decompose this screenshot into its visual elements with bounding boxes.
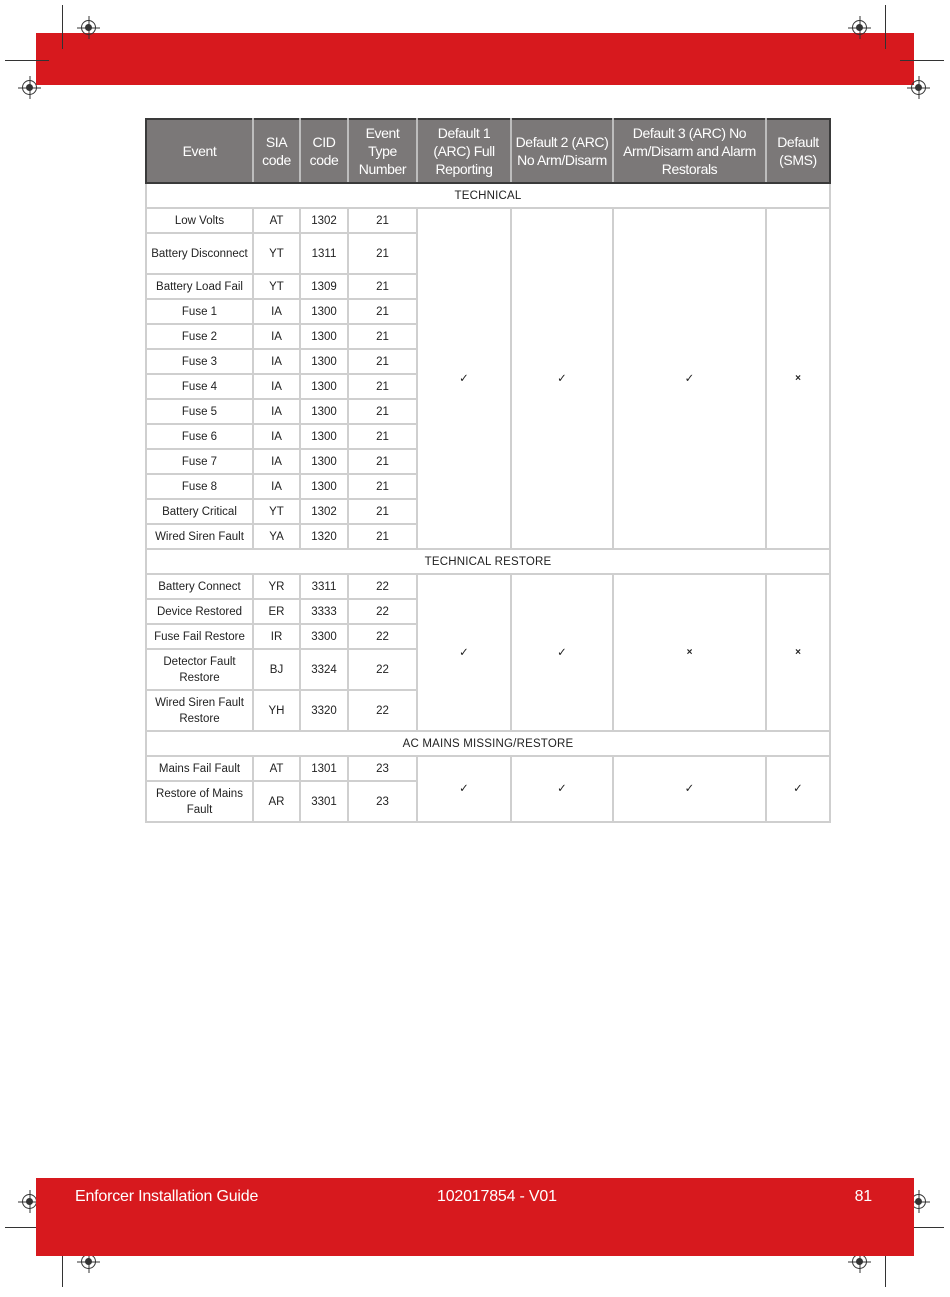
- cid-cell: 1300: [300, 474, 348, 499]
- cid-cell: 3311: [300, 574, 348, 599]
- default-sms-mark: ✓: [766, 756, 830, 822]
- header-default-2: Default 2 (ARC) No Arm/Disarm: [511, 119, 613, 183]
- registration-mark-icon: [81, 20, 96, 35]
- sia-cell: IA: [253, 324, 300, 349]
- sia-cell: YH: [253, 690, 300, 731]
- default-1-mark: ✓: [417, 756, 511, 822]
- event-cell: Detector Fault Restore: [146, 649, 253, 690]
- type-cell: 22: [348, 599, 417, 624]
- event-code-table: [145, 118, 831, 823]
- registration-mark-icon: [852, 1254, 867, 1269]
- type-cell: 21: [348, 449, 417, 474]
- type-cell: 21: [348, 424, 417, 449]
- default-1-mark: ✓: [417, 208, 511, 549]
- cid-cell: 1302: [300, 208, 348, 233]
- header-event: Event: [146, 119, 253, 183]
- header-cid-code: CID code: [300, 119, 348, 183]
- cid-cell: 1300: [300, 399, 348, 424]
- cid-cell: 1300: [300, 449, 348, 474]
- cid-cell: 3301: [300, 781, 348, 822]
- default-3-mark: ×: [613, 574, 766, 731]
- table-row: [146, 208, 830, 233]
- cid-cell: 1300: [300, 374, 348, 399]
- type-cell: 23: [348, 781, 417, 822]
- registration-mark-icon: [911, 80, 926, 95]
- sia-cell: YT: [253, 233, 300, 274]
- sia-cell: YT: [253, 499, 300, 524]
- cid-cell: 3333: [300, 599, 348, 624]
- event-cell: Fuse 5: [146, 399, 253, 424]
- header-event-type-number: Event Type Number: [348, 119, 417, 183]
- type-cell: 21: [348, 349, 417, 374]
- default-sms-mark: ×: [766, 574, 830, 731]
- sia-cell: ER: [253, 599, 300, 624]
- event-cell: Fuse 8: [146, 474, 253, 499]
- event-cell: Device Restored: [146, 599, 253, 624]
- sia-cell: YA: [253, 524, 300, 549]
- event-cell: Fuse 6: [146, 424, 253, 449]
- default-3-mark: ✓: [613, 208, 766, 549]
- type-cell: 21: [348, 474, 417, 499]
- type-cell: 22: [348, 690, 417, 731]
- cid-cell: 1300: [300, 349, 348, 374]
- default-sms-mark: ×: [766, 208, 830, 549]
- default-2-mark: ✓: [511, 756, 613, 822]
- event-cell: Mains Fail Fault: [146, 756, 253, 781]
- sia-cell: AT: [253, 208, 300, 233]
- event-cell: Restore of Mains Fault: [146, 781, 253, 822]
- sia-cell: IA: [253, 424, 300, 449]
- cid-cell: 1309: [300, 274, 348, 299]
- cid-cell: 1311: [300, 233, 348, 274]
- cid-cell: 1300: [300, 424, 348, 449]
- type-cell: 21: [348, 374, 417, 399]
- registration-mark-icon: [852, 20, 867, 35]
- default-2-mark: ✓: [511, 208, 613, 549]
- type-cell: 21: [348, 324, 417, 349]
- event-cell: Wired Siren Fault Restore: [146, 690, 253, 731]
- type-cell: 21: [348, 499, 417, 524]
- cid-cell: 1320: [300, 524, 348, 549]
- crop-mark: [900, 60, 944, 61]
- sia-cell: YT: [253, 274, 300, 299]
- cid-cell: 1301: [300, 756, 348, 781]
- sia-cell: IA: [253, 349, 300, 374]
- event-cell: Wired Siren Fault: [146, 524, 253, 549]
- crop-mark: [885, 5, 886, 49]
- sia-cell: IA: [253, 299, 300, 324]
- crop-mark: [5, 60, 49, 61]
- registration-mark-icon: [81, 1254, 96, 1269]
- footer-document-code: 102017854 - V01: [437, 1188, 557, 1205]
- section-title: TECHNICAL: [146, 183, 830, 208]
- sia-cell: YR: [253, 574, 300, 599]
- default-2-mark: ✓: [511, 574, 613, 731]
- table-row: [146, 756, 830, 781]
- event-cell: Battery Load Fail: [146, 274, 253, 299]
- event-cell: Low Volts: [146, 208, 253, 233]
- registration-mark-icon: [22, 1194, 37, 1209]
- footer-title: Enforcer Installation Guide: [75, 1188, 259, 1205]
- event-cell: Fuse Fail Restore: [146, 624, 253, 649]
- section-title: AC MAINS MISSING/RESTORE: [146, 731, 830, 756]
- page-number: 81: [854, 1188, 872, 1205]
- cid-cell: 3300: [300, 624, 348, 649]
- type-cell: 23: [348, 756, 417, 781]
- cid-cell: 1300: [300, 299, 348, 324]
- crop-mark: [62, 5, 63, 49]
- type-cell: 21: [348, 233, 417, 274]
- header-default-1: Default 1 (ARC) Full Reporting: [417, 119, 511, 183]
- type-cell: 22: [348, 624, 417, 649]
- type-cell: 22: [348, 574, 417, 599]
- sia-cell: IA: [253, 449, 300, 474]
- event-cell: Fuse 1: [146, 299, 253, 324]
- event-cell: Fuse 3: [146, 349, 253, 374]
- event-cell: Fuse 7: [146, 449, 253, 474]
- section-title: TECHNICAL RESTORE: [146, 549, 830, 574]
- registration-mark-icon: [22, 80, 37, 95]
- event-cell: Fuse 2: [146, 324, 253, 349]
- event-cell: Battery Critical: [146, 499, 253, 524]
- cid-cell: 1300: [300, 324, 348, 349]
- sia-cell: IA: [253, 474, 300, 499]
- table-row: [146, 574, 830, 599]
- table-header-row: [146, 119, 830, 183]
- sia-cell: IA: [253, 374, 300, 399]
- default-3-mark: ✓: [613, 756, 766, 822]
- type-cell: 21: [348, 524, 417, 549]
- sia-cell: IR: [253, 624, 300, 649]
- sia-cell: AT: [253, 756, 300, 781]
- cid-cell: 3324: [300, 649, 348, 690]
- cid-cell: 3320: [300, 690, 348, 731]
- default-1-mark: ✓: [417, 574, 511, 731]
- header-band: [36, 33, 914, 85]
- event-cell: Battery Connect: [146, 574, 253, 599]
- type-cell: 21: [348, 274, 417, 299]
- event-cell: Fuse 4: [146, 374, 253, 399]
- cid-cell: 1302: [300, 499, 348, 524]
- header-default-3: Default 3 (ARC) No Arm/Disarm and Alarm Restorals: [613, 119, 766, 183]
- header-sia-code: SIA code: [253, 119, 300, 183]
- type-cell: 21: [348, 399, 417, 424]
- type-cell: 21: [348, 299, 417, 324]
- header-default-sms: Default (SMS): [766, 119, 830, 183]
- type-cell: 22: [348, 649, 417, 690]
- event-cell: Battery Disconnect: [146, 233, 253, 274]
- sia-cell: AR: [253, 781, 300, 822]
- type-cell: 21: [348, 208, 417, 233]
- sia-cell: BJ: [253, 649, 300, 690]
- sia-cell: IA: [253, 399, 300, 424]
